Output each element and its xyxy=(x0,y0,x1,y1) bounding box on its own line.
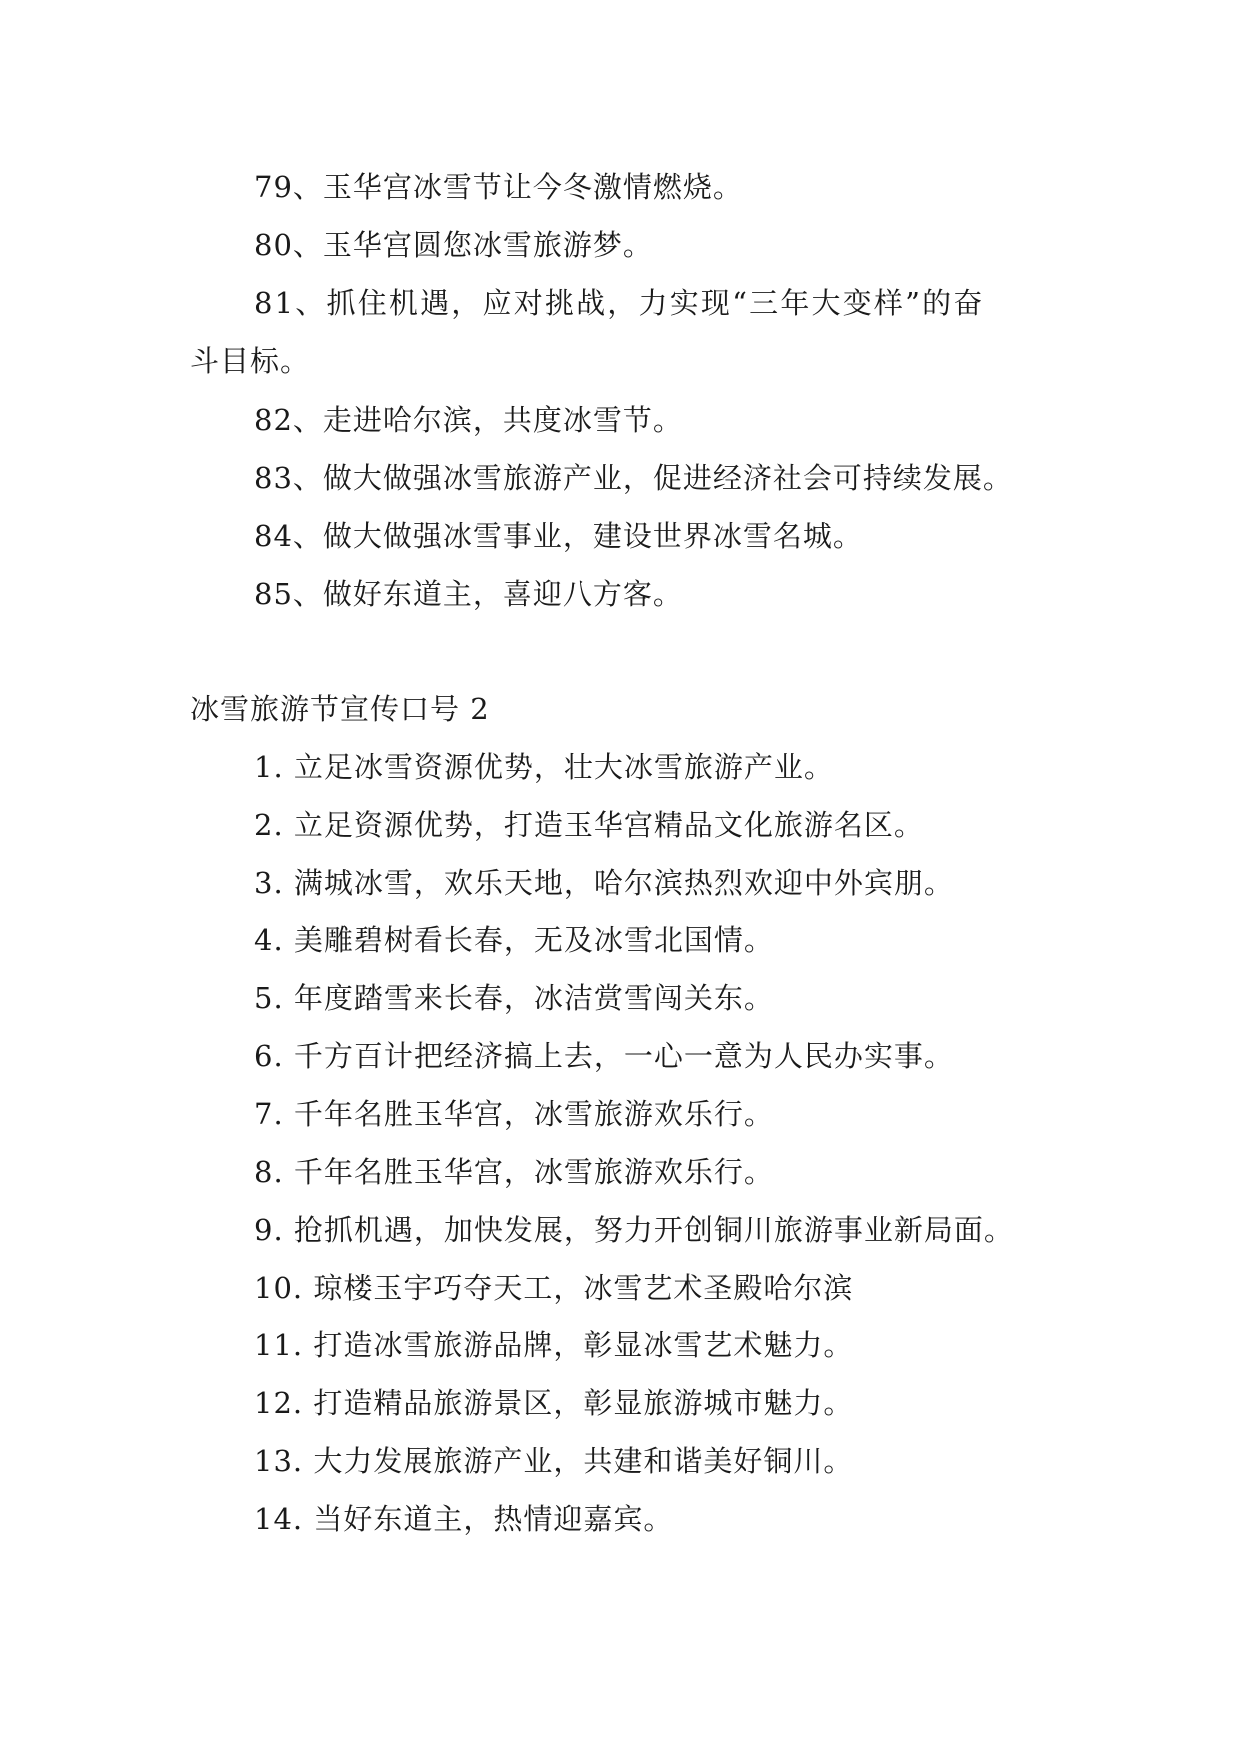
slogan-2: 2. 立足资源优势，打造玉华宫精品文化旅游名区。 xyxy=(254,808,924,842)
slogan-83: 83、做大做强冰雪旅游产业，促进经济社会可持续发展。 xyxy=(254,461,1013,495)
slogan-3: 3. 满城冰雪，欢乐天地，哈尔滨热烈欢迎中外宾朋。 xyxy=(254,866,954,900)
slogan-81-continuation: 斗目标。 xyxy=(190,344,311,378)
slogan-4: 4. 美雕碧树看长春，无及冰雪北国情。 xyxy=(254,923,774,957)
slogan-12: 12. 打造精品旅游景区，彰显旅游城市魅力。 xyxy=(254,1386,854,1420)
slogan-1: 1. 立足冰雪资源优势，壮大冰雪旅游产业。 xyxy=(254,750,834,784)
slogan-14: 14. 当好东道主，热情迎嘉宾。 xyxy=(254,1502,674,1536)
slogan-80: 80、玉华宫圆您冰雪旅游梦。 xyxy=(254,228,653,262)
slogan-79: 79、玉华宫冰雪节让今冬激情燃烧。 xyxy=(254,170,743,204)
slogan-13: 13. 大力发展旅游产业，共建和谐美好铜川。 xyxy=(254,1444,854,1478)
slogan-7: 7. 千年名胜玉华宫，冰雪旅游欢乐行。 xyxy=(254,1097,774,1131)
slogan-8: 8. 千年名胜玉华宫，冰雪旅游欢乐行。 xyxy=(254,1155,774,1189)
slogan-81: 81、抓住机遇，应对挑战，力实现“三年大变样”的奋 xyxy=(254,286,985,320)
slogan-10: 10. 琼楼玉宇巧夺天工，冰雪艺术圣殿哈尔滨 xyxy=(254,1271,854,1305)
section-title: 冰雪旅游节宣传口号 2 xyxy=(190,692,490,726)
slogan-9: 9. 抢抓机遇，加快发展，努力开创铜川旅游事业新局面。 xyxy=(254,1213,1014,1247)
slogan-82: 82、走进哈尔滨，共度冰雪节。 xyxy=(254,403,683,437)
slogan-11: 11. 打造冰雪旅游品牌，彰显冰雪艺术魅力。 xyxy=(254,1328,854,1362)
slogan-84: 84、做大做强冰雪事业，建设世界冰雪名城。 xyxy=(254,519,863,553)
slogan-5: 5. 年度踏雪来长春，冰洁赏雪闯关东。 xyxy=(254,981,774,1015)
slogan-85: 85、做好东道主，喜迎八方客。 xyxy=(254,577,683,611)
slogan-6: 6. 千方百计把经济搞上去，一心一意为人民办实事。 xyxy=(254,1039,954,1073)
